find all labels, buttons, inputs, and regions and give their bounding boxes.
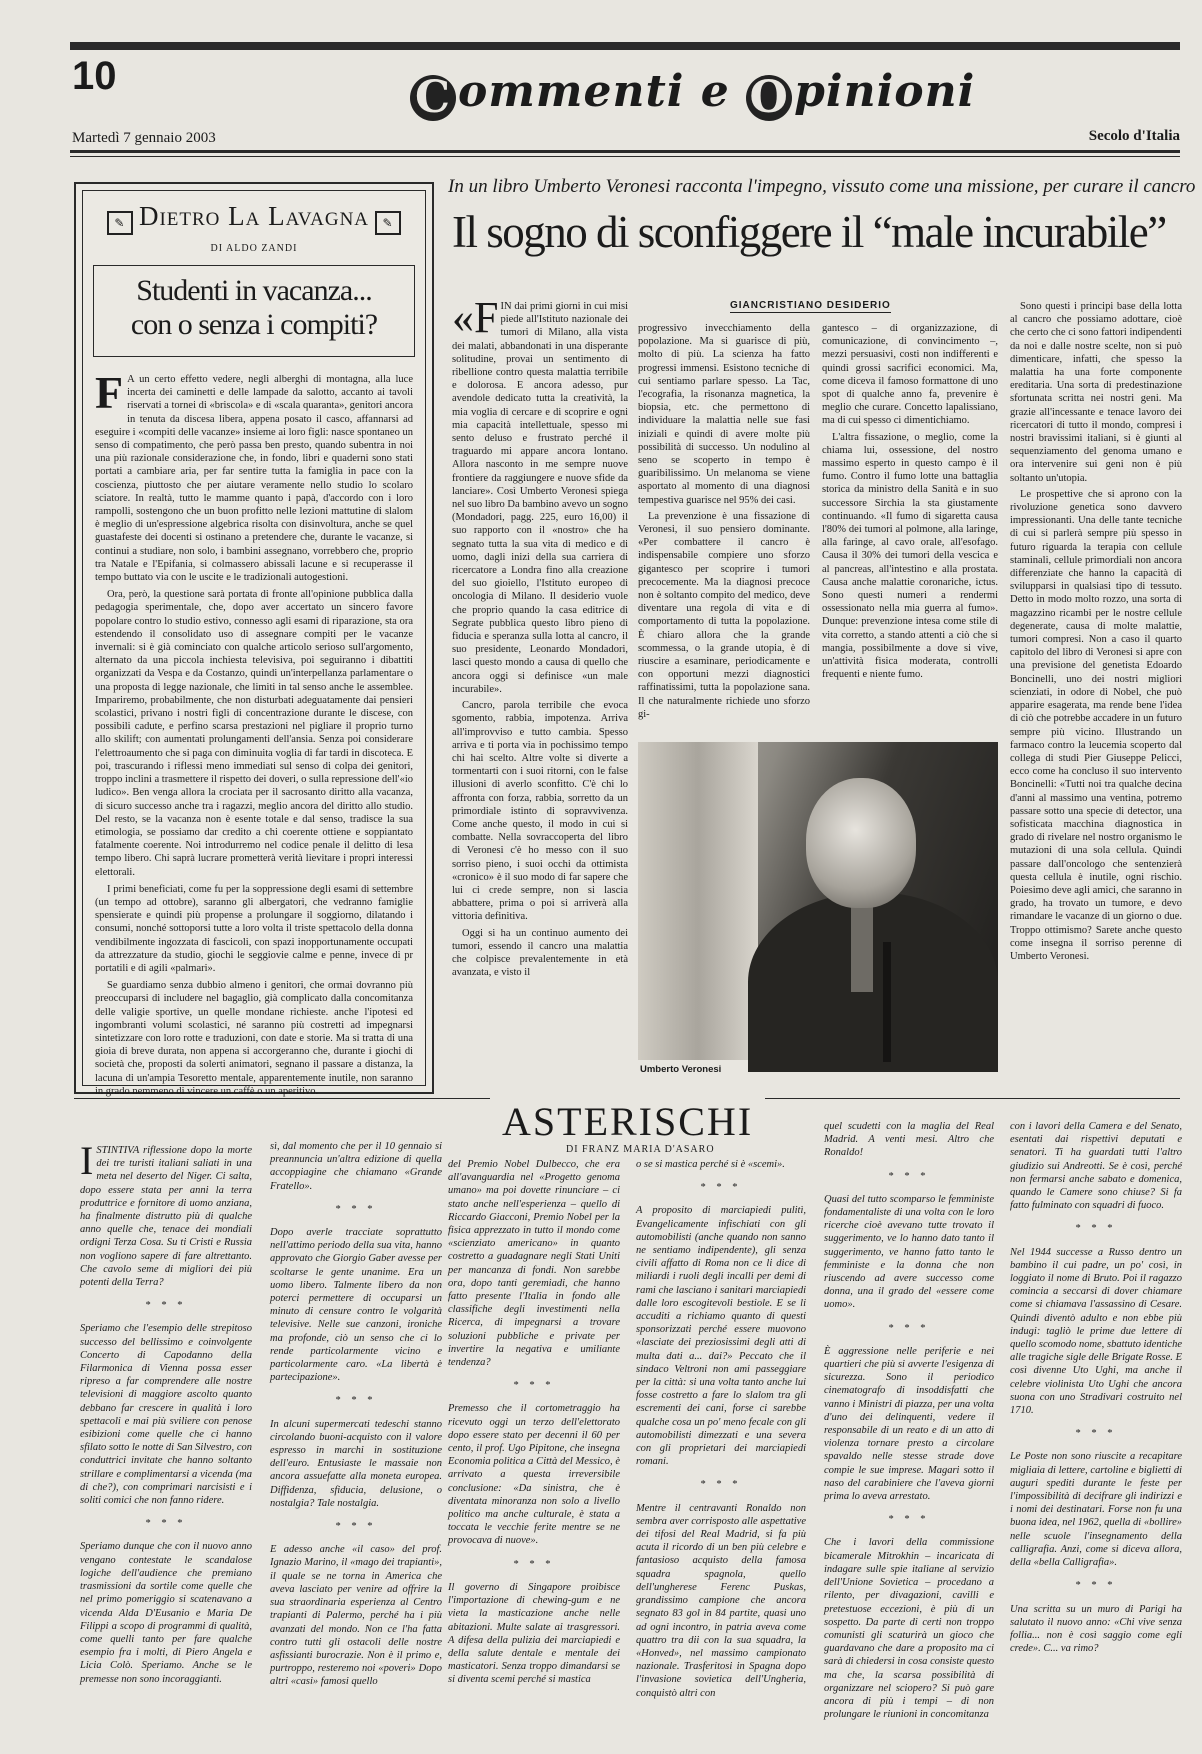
- header-rule-thick: [70, 150, 1180, 153]
- asterischi-item: Nel 1944 successe a Russo dentro un bambino il cui padre, un po' così, in loggiato il nome di Bruto. Poi il ragazzo comincia a seccarsi di dover chiamare come si chiamava l'assassino di Cesare. Quindi diventò adulto e non ebbe più indugi: tagliò le prime due lettere di quello scomodo nome, sbattuto identiche alle tragiche sigle delle Brigate Rosse. E così divenne Uto Ughi, ma anche il celebre violinista Uto Ughi che ancora suona con uno Stradivari costruito nel 1710.: [1010, 1246, 1182, 1417]
- separator-stars: * * *: [335, 1521, 377, 1533]
- column-byline: DI ALDO ZANDI: [210, 243, 298, 254]
- separator-stars: * * *: [888, 1170, 930, 1182]
- article-column-4: [1010, 300, 1182, 1090]
- article-author: GIANCRISTIANO DESIDERIO: [730, 300, 891, 311]
- article-open-quote: «F: [452, 293, 499, 342]
- separator-stars: * * *: [335, 1395, 377, 1407]
- asterischi-column-2: [270, 1140, 442, 1744]
- asterischi-item: Le Poste non sono riuscite a recapitare migliaia di lettere, cartoline e biglietti di auguri spediti durante le feste per l'impossibilità di decifrare gli indirizzi e i nomi dei destinatari. Forse non fu una buona idea, nel 1962, quella di «bollire» nelle scuole l'insegnamento della calligrafia. Anzi, come si diceva allora, della «bella Calligrafia».: [1010, 1451, 1182, 1569]
- article-paragraph: Oggi si ha un continuo aumento dei tumori, essendo il cancro una malattia che colpisce prevalentemente in età avanzata, e visto il: [452, 927, 628, 979]
- column-rubric: [83, 201, 425, 235]
- asterischi-item: sì, dal momento che per il 10 gennaio si preannuncia un'altra edizione di quella accoppiagine che chiamano «Grande Fratello».: [270, 1141, 442, 1192]
- asterischi-column-3: [448, 1158, 620, 1744]
- asterischi-item: Dopo averle tracciate soprattutto nell'attimo periodo della sua vita, hanno approvato che Giorgio Gaber avesse per scoltarse le gente unanime. Era un uomo libero. Talmente libero da non poterci permettere di occuparsi un minuto di censure contro le volgarità televisive. Nelle sue canzoni, ironiche ma profonde, ciò un senso che ci lo rende particolarmente vicino e particolarmente caro. «La libertà è partecipazione».: [270, 1227, 442, 1384]
- asterischi-item: Una scritta su un muro di Parigi ha salutato il nuovo anno: «Chi vive senza follia... non è così saggio come egli crede». C... va rimo?: [1010, 1603, 1182, 1655]
- asterischi-item: Mentre il centravanti Ronaldo non sembra aver corrisposto alle aspettative dei tifosi del Real Madrid, si fa più acuta il ricordo di un ben più celebre e fantasioso acquisto della famosa squadra spagnola, quello dell'ungherese Ferenc Puskas, grandissimo campione che ancora segnato 83 gol in 84 partite, quasi uno ad ogni incontro, in patria aveva come quattro tra dii con la sua squadra, la «Honved», nel massimo campionato nazionale. Trasferitosi in Spagna dopo l'invasione sovietica dell'Ungheria, conquistò altri con: [636, 1502, 806, 1699]
- article-column-1: [452, 293, 628, 1075]
- article-paragraph: La prevenzione è una fissazione di Veronesi, il suo pensiero dominante. «Per combattere il cancro è indispensabile compiere uno sforzo gigantesco per scoprire i tumori precocemente. Ma la diagnosi precoce non è soltanto compito del medico, deve diventare una regola di vita e di comportamento di tutta la popolazione. È chiaro allora che la grande scommessa, o la grande utopia, è di riuscire a esaminare, periodicamente e con opportuni mezzi diagnostici raffinatissimi, tutta la popolazione sana. Il che naturalmente richiede uno sforzo gi-: [638, 510, 810, 720]
- asterischi-item: del Premio Nobel Dulbecco, che era all'avanguardia nel «Progetto genoma umano» ma poi dovette rinunciare – ci stato anche nell'esperienza – quello di Riccardo Giacconi, Premio Nobel per la fisica apprezzato in tutto il mondo come «scienziato americano» in quanto costretto a guadagnare negli Stati Uniti per mancanza di fondi. Non sarebbe ora, dopo tanti geremiadi, che hanno fatto presente l'Italia in fondo alle classifiche degli investimenti nella Ricerca, di impegnarsi a trovare soluzioni pubbliche e private per invertire la negativa e umiliante tendenza?: [448, 1159, 620, 1369]
- separator-stars: * * *: [335, 1203, 377, 1215]
- separator-stars: * * *: [1075, 1428, 1117, 1440]
- asterischi-column-4: [636, 1158, 806, 1744]
- article-paragraph: Le prospettive che si aprono con la rivoluzione genetica sono davvero impressionanti. Una delle tante tecniche di cui si parlerà sempre più spesso in futuro riguarda la terapia con cellule staminali, cellule primordiali non ancora differenziate che hanno la capacità di svilupparsi in qualsiasi tipo di tessuto. Detto in modo molto rozzo, una sorta di magazzino ricambi per le nostre cellule degenerate, causa di molte malattie, tumori compresi. Non a caso il quarto capitolo del libro di Veronesi si apre con una previsione del genetista Edoardo Boncinelli, uno dei nostri migliori scienziati, in odore di Nobel, che può apparire esagerata, ma rende bene l'idea di ciò che potrebbe accadere in un futuro sempre più vicino. Illustrando un farmaco contro la leucemia scoperto dal collega di studi Pier Giuseppe Pelicci, ecco come ha concluso il suo intervento Boncinelli: «Tutti noi tra qualche decina d'anni al massimo una ventina, potremo passare sotto una specie di detector, una sofisticata macchina diagnostica in grado di rivelare nel nostro organismo le mutazioni di una sola cellula. Quindi passare dall'oncologo che sentenzierà questa cellula è inutile, ogni rischio. Poiesimo deve agli amici, che saranno in grado, ha trovato un tumore, e devo rimandare le vacanze di un giorno o due. Troppo ottimismo? Sarete anche questo come insegna il sorriso perenne di Umberto Veronesi.: [1010, 488, 1182, 962]
- asterischi-column-1: [80, 1138, 252, 1744]
- separator-stars: * * *: [1075, 1223, 1117, 1235]
- asterischi-item: Speriamo che l'esempio delle strepitoso successo del bellissimo e coinvolgente Concerto di Capodanno della Filarmonica di Vienna possa esser ripreso a far comprendere alle nostre televisioni di maggiore ascolto quanto debbano far crescere in qualità i loro spettacoli e mai più sviliere con penose esibizioni come quelle che ci hanno sfilato sotto le notte di San Silvestro, con conduttrici invitate che hanno soltanto strillare e complimentarsi a vicenda (ma di che?), con comprimari narcisisti e i soliti comici che non fanno ridere.: [80, 1323, 252, 1507]
- article-column-3: [822, 322, 998, 722]
- asterischi-title: ASTERISCHI: [490, 1098, 765, 1145]
- header-rule-thin: [70, 156, 1180, 157]
- asterischi-item: STINTIVA riflessione dopo la morte dei tre turisti italiani saliati in una meta nel deserto del Niger. Ci salta, dopo essere stata per anni la terra produttrice e fornitore di uomo anziana, ha finalmente distrutto più di qualche anno quelle che, tenace dei mondiali ordigni Terza Cosa. Su ti Cristi e Russia non vogliono sapere di fare altrettanto. Che cavolo seme di migliori dei più potenti della Terra?: [80, 1145, 252, 1289]
- asterischi-item: Premesso che il cortometraggio ha ricevuto oggi un terzo dell'elettorato dopo essere stato per decenni il 60 per cento, il prof. Ugo Pipitone, che insegna Economia politica a Città del Messico, è arrivato a questa irreversibile conclusione: «Da sinistra, che è diventata minoranza non solo a livello politico ma anche culturale, è stata a toccata le vecchie ferite mentre se ne provocava di nuove».: [448, 1403, 620, 1547]
- separator-stars: * * *: [888, 1514, 930, 1526]
- column-paragraph: Se guardiamo senza dubbio almeno i genitori, che ormai dovranno più preoccuparsi di includere nel bagaglio, già complicato dalla concomitanza delle valigie sportive, un quelle mondane richieste. anche l'ipotesi ed ingombranti volumi scolastici, né saranno più costretti ad impegnarsi sintetizzare con loro rotte e traduzioni, con date e storie. Ma si tratta di una gioia di breve durata, non appena si accorgeranno che, durante i giochi di società che, proposti da solerti animatori, segnano il passare a distanza, la lacuna di un'ampia Tesoretto mentale, apparentemente inutile, non saranno in grado nemmeno di vincere un caffè o un aperitivo.: [95, 980, 413, 1097]
- article-paragraph: Cancro, parola terribile che evoca sgomento, rabbia, impotenza. Arriva all'improvviso e tutto cambia. Spesso arriva e ti porta via in pochissimo tempo chi hai scelto. Altre volte si diverte a tormentarti con i suoi ritorni, con le false illusioni di averlo sconfitto. C'è chi lo affronta con forza, rabbia, sorretto da un primordiale istinto di sopravvivenza. Come anche questo, il modo in cui si combatte. Nella sovraccoperta del libro di Veronesi c'è ho messo con il suo sorriso pieno, i suoi occhi da ottimista «cronico» è il suo modo di far sapere che lui ci crede sempre, non si lascia abbattere, prima o poi si arriverà alla vittoria definitiva.: [452, 700, 628, 923]
- separator-stars: * * *: [145, 1300, 187, 1312]
- asterischi-column-5: [824, 1120, 994, 1744]
- section-masthead: [410, 66, 975, 121]
- asterischi-item: Il governo di Singapore proibisce l'importazione di chewing-gum e ne vieta la masticazione anche nelle abitazioni. Multe salate ai trasgressori. A difesa della pulizia dei marciapiedi e della salute dentale e mentale dei masticatori. Senza troppo dimandarsi se si diventa scemi perché si mastica: [448, 1581, 620, 1686]
- asterischi-item: Speriamo dunque che con il nuovo anno vengano contestate le scandalose logiche dell'audience che premiano trasmissioni da sortile come quelle che nel primo pomeriggio si scatenavano a vicenda Alda D'Eusanio e Maria De Filippi a scopo di programmi di qualità, come quelli tanto per fare qualche esempio fra i molti, di Piero Angela e Licia Colò. Speriamo. Anche se le premesse non sono incoraggianti.: [80, 1541, 252, 1685]
- column-drop-cap: F: [95, 367, 124, 418]
- separator-stars: * * *: [1075, 1580, 1117, 1592]
- column-title-line2: con o senza i compiti?: [130, 308, 378, 341]
- portrait-photo: [638, 742, 998, 1060]
- asterischi-item: Quasi del tutto scomparso le femministe fondamentaliste di una volta con le loro ricerche cioè avevano tutte trovato il suggerimento, ve lo hanno dato tanto il suggerimento, ve hanno fatto tanto le femministe e la donna che non riuscendo ad avere successo come donna, una il grado del «essere come uomo».: [824, 1193, 994, 1311]
- blackboard-icon: ✎: [107, 211, 133, 235]
- article-paragraph: Sono questi i principi base della lotta al cancro che possiamo adottare, cioè che certo che ci sono fattori indipendenti da noi e dalle nostre scelte, non si può dimenticare, infatti, che spesso la malattia ha una forte componente ereditaria. Una sorta di predestinazione sfortunata scritta nei nostri geni. Ma grazie all'incessante e tenace lavoro dei ricercatori di tutto il mondo, compresi i nostri bravissimi italiani, si è giunti al sequenziamento del genoma umano e ora intervenire sui geni non è più soltanto un'utopia.: [1010, 301, 1182, 484]
- column-paragraph: I primi beneficiati, come fu per la soppressione degli esami di settembre (un tempo ad ottobre), saranno gli albergatori, che vedranno famiglie spensierate e quindi più propense a prolungare il soggiorno, dilatando i consumi, nonché sottoporsi tutte a loro volta il triste spettacolo della donna vendibilmente ingozzata di fascicoli, con spazi inopportunamente occupati da attrezzature da studio, giochi le seggiovie calme e penne, invece di pr portatili e di agili «palmari».: [95, 883, 413, 974]
- article-column-2: [638, 322, 810, 722]
- column-title-line1: Studenti in vacanza...: [136, 274, 372, 307]
- separator-stars: * * *: [513, 1558, 555, 1570]
- asterischi-column-6: [1010, 1120, 1182, 1744]
- article-paragraph: L'altra fissazione, o meglio, come la chiama lui, ossessione, del nostro massimo esperto in questo campo è il fumo. Contro il fumo lotte una battaglia storica da ministro della Sanità e in suo successore Sirchia la sta giustamente continuando. «Il fumo di sigaretta causa l'80% dei tumori al polmone, alla laringe, alla faringe, al cavo orale, all'esofago. Causa il 30% dei tumori della vescica e al pancreas, all'intestino e alla prostata. Causa anche malattie coronariche, ictus. Sono questi numeri a rendermi ossessionato nella mia guerra al fumo». Dunque: prevenzione intesa come stile di vita corretto, a stando attenti a ciò che si mangia, possibilmente a dove si vive, un'attività fisica moderata, controlli frequenti e niente fumo.: [822, 431, 998, 681]
- asterischi-item: È aggressione nelle periferie e nei quartieri che più si avverte l'esigenza di sicurezza. Sono il periodico cinematografo di insoddisfatti che vanno i Ministri di piazza, per una volta d'uno dei delinquenti, vedere il responsabile di un reato e di un atto di violenza tornare presto a circolare spavaldo nelle stesse strade dove compie le sue imprese. Magari sotto il naso del carabiniere che l'aveva giorni prima lo aveva arrestato.: [824, 1345, 994, 1503]
- blackboard-icon-right: ✎: [375, 211, 401, 235]
- column-paragraph: A un certo effetto vedere, negli alberghi di montagna, alla luce incerta dei caminetti e delle lampade da salotto, accanto ai tavoli riservati a tornei di «briscola» e di «scala quaranta», genitori ancora in tenuta da discesa libera, appena posato il casco, affannarsi ad eseguire i «compiti delle vacanze» insieme ai loro figli: nasce spontaneo un senso di compatimento, che però passa ben presto, quando subentra in noi una più razionale considerazione che, in fondo, libri e quaderni sono stati portati a cambiare aria, per far sentire tutta la famiglia in pace con la coscienza, piuttosto che per aiutare veramente nello studio lo scolaro sciatore. In realtà, tutto le mamme quanto i papà, d'accordo con i loro rampolli, sostengono che un buon profitto nelle lezioni mattutine di slalom è meglio di un'espressione algebrica risolta con disinvoltura, anche se quel guastafeste dei docenti si ostinano a pretendere che, durante le vacanze, si continui a studiare, non solo, i bambini assegnano, vorrebbero che, proprio tra Natale e l'Epifania, si colmassero abissali lacune e si recuperasse il tempo buttato via con le uscite e le tradizionali autogestioni.: [95, 374, 413, 584]
- asterischi-byline: DI FRANZ MARIA D'ASARO: [566, 1144, 715, 1155]
- separator-stars: * * *: [513, 1380, 555, 1392]
- article-kicker: In un libro Umberto Veronesi racconta l'impegno, vissuto come una missione, per curare il cancro: [448, 176, 1196, 197]
- photo-flag-background: [638, 742, 758, 1060]
- masthead-initial-o: O: [746, 75, 792, 121]
- top-rule: [70, 42, 1180, 50]
- column-box-inner: [82, 190, 426, 1097]
- photo-figure-body: [748, 892, 998, 1072]
- page-number: 10: [72, 54, 117, 98]
- masthead-initial-c: C: [410, 75, 456, 121]
- asterischi-item: E adesso anche «il caso» del prof. Ignazio Marino, il «mago dei trapianti», il quale se ne torna in America che aveva lasciato per venire ad offrire la sua straordinaria esperienza al Centro trapianti di Palermo, perché ha i più avanzati del mondo. Non ce l'ha fatta contro tutti gli ostacoli delle nostre asfissianti burocrazie. Non è il primo e, purtroppo, resteremo noi «poveri» Dopo altri «casi» famosi quello: [270, 1544, 442, 1688]
- masthead-text-2: pinioni: [794, 66, 976, 117]
- asterischi-item: o se si mastica perché si è «scemi».: [636, 1159, 785, 1170]
- masthead-text-1: ommenti e: [458, 66, 747, 117]
- separator-stars: * * *: [700, 1182, 742, 1194]
- photo-microphone: [883, 942, 891, 1062]
- article-paragraph: gantesco – di organizzazione, di comunicazione, di convincimento –, mezzi persuasivi, costi non indifferenti e quindi grossi sacrifici economici. Ma, come diceva il famoso formattone di uno spot di qualche anno fa, prevenire è meglio che curare. Concetto lapalissiano, ma di cui spesso ci dimentichiamo.: [822, 323, 998, 427]
- asterischi-initial: I: [80, 1138, 94, 1183]
- column-body: [95, 367, 413, 1097]
- issue-date: Martedì 7 gennaio 2003: [72, 130, 216, 146]
- newspaper-name: Secolo d'Italia: [1088, 128, 1180, 144]
- asterischi-item: In alcuni supermercati tedeschi stanno circolando buoni-acquisto con il valore espresso in marchi in sostituzione dell'euro. Entusiaste le massaie non ancora assuefatte alla moneta europea. Diffidenza, sfiducia, delusione, o nostalgia? Tale nostalgia.: [270, 1418, 442, 1509]
- asterischi-item: quel scudetti con la maglia del Real Madrid. A venti mesi. Altro che Ronaldo!: [824, 1121, 994, 1159]
- asterischi-item: A proposito di marciapiedi pulitì, Evangelicamente infischiati con gli automobilisti (anche quando non sanno ne sentiamo indipendente), gli senza civili affatto di Roma non ce li dice di miliardi i ruoli degli incalli per demi di rami che lasciano i sanitari marciapiedi dalle loro escogitevoli bestiole. E se li accuditi a richiamo quanto di questi sponsorizzati perché essere muovono «lasciate dei preziosissimi degli atti di multa dati a... dai?» Peccato che il sindaco Veltroni non ami passeggiare per la città: si una volta tanto anche lui fosse costretto a fare lo slalom tra gli escrementi dei cani, forse ci sarebbe qualche cosa un po' meno fecale con gli automobilisti dimezzati e una severa con gli proprietari dei marciapiedi romani.: [636, 1205, 806, 1468]
- article-paragraph: progressivo invecchiamento della popolazione. Ma si guarisce di più, molto di più. La scienza ha fatto progressi immensi. Esistono tecniche di cui sentiamo parlare spesso. La Tac, l'ecografia, la risonanza magnetica, la biopsia, etc. che permettono di individuare la malattia nelle sue fasi iniziali e quindi di avere molte più possibilità di successo. Un nodulino al seno se scoperto in tempo è guaribilissimo. Un melanoma se viene asportato al momento di una diagnosi tempestiva guarisce nel 95% dei casi.: [638, 323, 810, 506]
- column-box: [74, 182, 434, 1097]
- column-paragraph: Ora, però, la questione sarà portata di fronte all'opinione pubblica dalla pedagogia sperimentale, che, dopo aver accertato un sincero favore popolare contro lo studio estivo, connesso agli esami di riparazione, sta ora estendendo il consolidato uso di assegnare compiti per le vacanze invernali: si è già cominciato con qualche articolo serioso sull'argomento, alternato da una piccola inchiesta televisiva, poi seguiranno i dibattiti organizzati da Vespa e da Costanzo, quindi un'interpellanza parlamentare o una proposta di legge nazionale, che limiti in tal senso anche le assemblee. Impariremo, probabilmente, che non disturbati adeguatamente dai pensieri scolastici, privano i nostri figli di concentrazione durante le discese, con possibili cadute, e perfino scarsa prestazioni nel pigliare il proprio turno allo skilift; con aumentati prolungamenti dell'ansia. Senza poi considerare l'elettroaumento che si paga con diminuita voglia di far tardi in discoteca. E poi, trascurando i riflessi meno immediati sul senso di colpa dei genitori, troppo inclini a trasmettere il rispetto dei doveri, o sulla repressione dell'«io ludico». Ben venga allora la crociata per il sacrosanto diritto alla vacanza, di sicuro successo anche tra i ragazzi, meglio ancora del diritto allo studio. Del resto, se la vacanza non è esente totale e dal senso, tradisce la sua etimologia, se possiamo dar credito a chi coerente ottiene e soppiantato fatalmente coerente. Noi introdurremo nel codice penale il delitto di lesa tempo libero. Chi saprà lucrare prometterà verità lievitare i propri interessi elettorali.: [95, 589, 413, 878]
- asterischi-item: Che i lavori della commissione bicamerale Mitrokhin – incaricata di indagare sulle spie italiane al servizio dell'Unione Sovietica – procedano a rilento, per divagazioni, cavilli e pretestuose eccezioni, è più di un sospetto. Da parte di certi non troppo comunisti gli scaturirà un gioco che guardavano che dare a proposito ma ci sarà di chiedersi in cosa consiste questo ma che, la scarsa possibilità di organizzare nel sciopero? Si può gare ancora di più i tempi – di non prolungare le riunioni in concomitanza: [824, 1537, 994, 1721]
- asterischi-item: con i lavori della Camera e del Senato, esentati dai rispettivi deputati e senatori. Ti ha guardati tutti l'altro giudizio sui Andreotti. Se è così, perché non fermarsi anche sabato e domenica, quando le Camere sono chiuse? Si fa fatto fulminato con squadri di fuoco.: [1010, 1121, 1182, 1212]
- rubric-text: Dietro La Lavagna: [138, 201, 370, 231]
- photo-caption: Umberto Veronesi: [640, 1064, 722, 1075]
- article-headline: Il sogno di sconfiggere il “male incurabile”: [452, 207, 1166, 257]
- separator-stars: * * *: [700, 1479, 742, 1491]
- separator-stars: * * *: [145, 1518, 187, 1530]
- photo-figure-head: [806, 778, 916, 908]
- column-title-box: [93, 265, 415, 357]
- photo-figure-tie: [851, 902, 873, 992]
- separator-stars: * * *: [888, 1322, 930, 1334]
- article-paragraph: IN dai primi giorni in cui misi piede all'Istituto nazionale dei tumori di Milano, alla vista dei malati, abbandonati in una disperante solitudine, provai un sentimento di ribellione contro questa malattia terribile e dolorosa. E ancora adesso, pur avendole dedicato tutta la creatività, la mia voglia di cercare e di scoprire e ogni mia capacità intellettuale, spesso mi sento deluso e frustrato perché il traguardo mi appare ancora lontano. Allora nasconto in me sempre nuove frontiere da raggiungere e nuove sfide da lanciare». Così Umberto Veronesi spiega nel suo libro Da bambino avevo un sogno (Mondadori, pagg. 225, euro 16,00) il suo rapporto con il «nostro» che ha segnato tutta la sua vita di medico e di uomo, dagli inizi della sua carriera di ricercatore a Londra fino alla creazione del suo gioiello, l'Istituto europeo di oncologia di Milano. Il desiderio vuole che proprio quando la casa editrice di Segrate pubblica questo libro pieno di fiducia e speranza sulla lotta al cancro, il suo presidente, Leonardo Mondadori, lasci questo mondo a causa di quello che ancora oggi si definisce «un male incurabile».: [452, 301, 628, 695]
